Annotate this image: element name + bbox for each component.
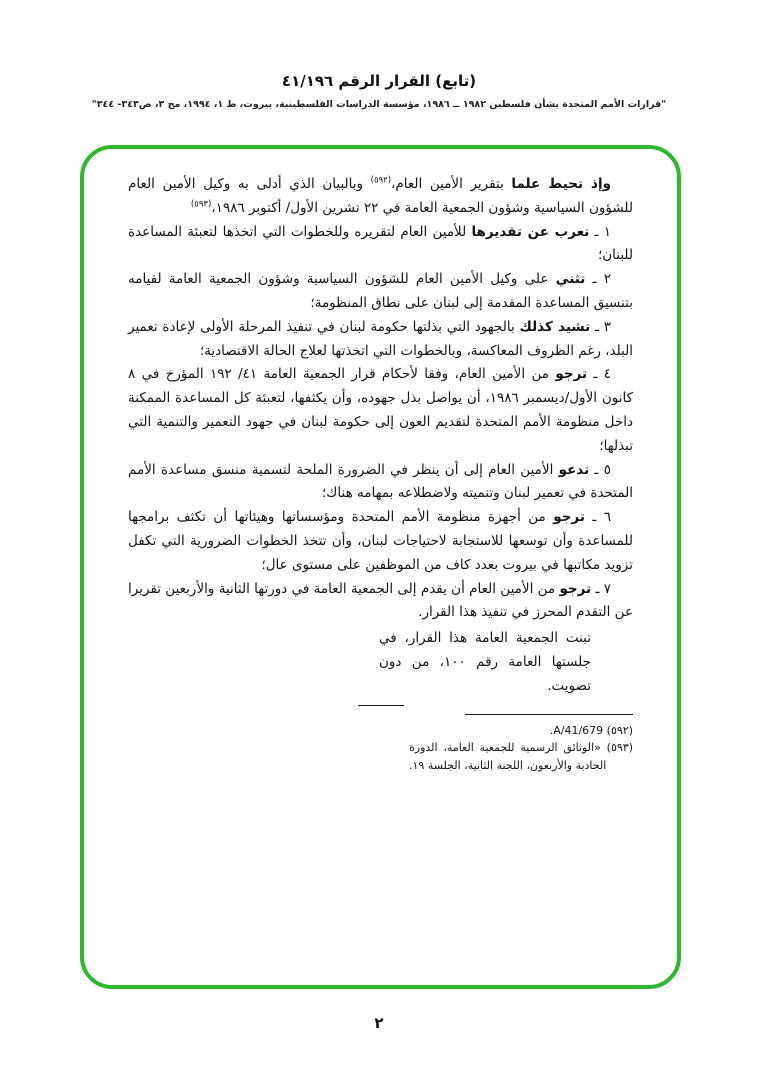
preamble-text-1: بتقرير الأمين العام، <box>391 176 512 192</box>
paragraph-lead: تشيد كذلك <box>519 318 591 335</box>
paragraph-text: من الأمين العام أن يقدم إلى الجمعية العامة في دورتها الثانية والأربعين تقريرا عن التقدم المحرز في تنفيذ هذا القرار. <box>128 580 633 621</box>
paragraph-text: من الأمين العام، وفقا لأحكام قرار الجمعية العامة ٤١/ ١٩٢ المؤرخ في ٨ كانون الأول/ديسمبر ١٩٨٦، أن يواصل بذل جهوده، وأن يكثفها، لتعبئة كل المساعدة الممكنة داخل منظومة الأمم المتحدة لتقديم العون إلى حكومة لبنان في جهود التعمير والتنمية التي تبذلها؛ <box>128 366 633 454</box>
footnotes-section <box>128 714 633 775</box>
operative-paragraph-6 <box>128 506 633 577</box>
operative-paragraph-1 <box>128 221 633 269</box>
footnote-ref-592: (٥٩٢) <box>370 175 392 186</box>
paragraph-number: ٤ ـ <box>587 366 611 383</box>
footnote-593 <box>409 739 633 774</box>
paragraph-number: ٧ ـ <box>591 580 611 597</box>
adoption-note: تبنت الجمعية العامة هذا القرار، في جلستها العامة رقم ١٠٠، من دون تصويت. <box>379 630 591 694</box>
paragraph-lead: تثني <box>555 271 586 288</box>
paragraph-text: على وكيل الأمين العام للشؤون السياسية وشؤون الجمعية العامة لقيامه بتنسيق المساعدة المقدمة إلى لبنان على نطاق المنظومة؛ <box>128 271 633 311</box>
footnote-text: «الوثائق الرسمية للجمعية العامة، الدورة الحادية والأربعون، اللجنة الثانية، الجلسة ١٩. <box>409 741 607 772</box>
paragraph-text: من أجهزة منظومة الأمم المتحدة ومؤسساتها وهيئاتها أن تكثف برامجها للمساعدة وأن توسعها للاستجابة لاحتياجات لبنان، وأن تتخذ الخطوات الضرورية التي تكفل تزويد مكاتبها في بيروت بعدد كاف من الموظفين على مستوى عال؛ <box>128 509 633 573</box>
paragraph-lead: تعرب عن تقديرها <box>471 223 590 240</box>
operative-paragraph-7 <box>128 578 633 626</box>
footnote-separator-rule <box>465 714 633 715</box>
paragraph-text: الأمين العام إلى أن ينظر في الضرورة الملحة لتسمية منسق مساعدة الأمم المتحدة في تعمير لبنان وتنميته ولاضطلاعه بمهامه هناك؛ <box>128 461 633 502</box>
paragraph-number: ٥ ـ <box>589 461 611 478</box>
footnote-ref-593: (٥٩٣) <box>190 199 212 210</box>
page-number: ٢ <box>374 1014 384 1032</box>
paragraph-lead: تدعو <box>558 461 590 478</box>
source-citation: "قرارات الأمم المتحدة بشأن فلسطين ١٩٨٢ ــ ١٩٨٦، مؤسسة الدراسات الفلسطينية، بيروت، ط ١، ١٩٩٤، مج ٣، ص٣٤٣- ٣٤٤" <box>91 99 667 110</box>
operative-paragraph-4 <box>128 363 633 458</box>
operative-paragraph-3 <box>128 316 633 364</box>
paragraph-text: بالجهود التي بذلتها حكومة لبنان في تنفيذ المرحلة الأولى لإعادة تعمير البلد، رغم الظروف المعاكسة، وبالخطوات التي اتخذتها لعلاج الحالة الاقتصادية؛ <box>128 318 633 359</box>
operative-paragraph-2 <box>128 268 633 316</box>
paragraph-number: ٦ ـ <box>584 509 611 526</box>
paragraph-lead: ترجو <box>553 509 585 526</box>
end-of-text-rule <box>358 705 404 706</box>
paragraph-number: ٣ ـ <box>590 318 611 335</box>
footnote-label: (٥٩٣) <box>606 741 633 755</box>
resolution-title: (تابع) القرار الرقم ٤١/١٩٦ <box>281 72 477 90</box>
footnote-label: (٥٩٢) <box>606 723 633 737</box>
preamble-lead: وإذ تحيط علما <box>511 176 611 192</box>
paragraph-number: ٢ ـ <box>585 271 611 288</box>
paragraph-lead: ترجو <box>555 366 588 383</box>
footnote-text: A/41/679. <box>549 723 607 737</box>
page-header <box>0 72 758 110</box>
paragraph-lead: ترجو <box>559 580 592 597</box>
operative-paragraph-5 <box>128 459 633 507</box>
paragraph-number: ١ ـ <box>589 223 611 240</box>
preamble-paragraph <box>128 173 633 221</box>
resolution-body <box>128 173 633 774</box>
preamble-text-2: وبالبيان الذي أدلى به وكيل الأمين العام للشؤون السياسية وشؤون الجمعية العامة في ٢٢ تشرين الأول/ أكتوبر ١٩٨٦، <box>128 176 633 216</box>
footnote-592 <box>128 722 633 740</box>
paragraph-text: للأمين العام لتقريره وللخطوات التي اتخذها لتعبئة المساعدة للبنان؛ <box>128 223 633 264</box>
document-border-frame <box>80 145 681 989</box>
